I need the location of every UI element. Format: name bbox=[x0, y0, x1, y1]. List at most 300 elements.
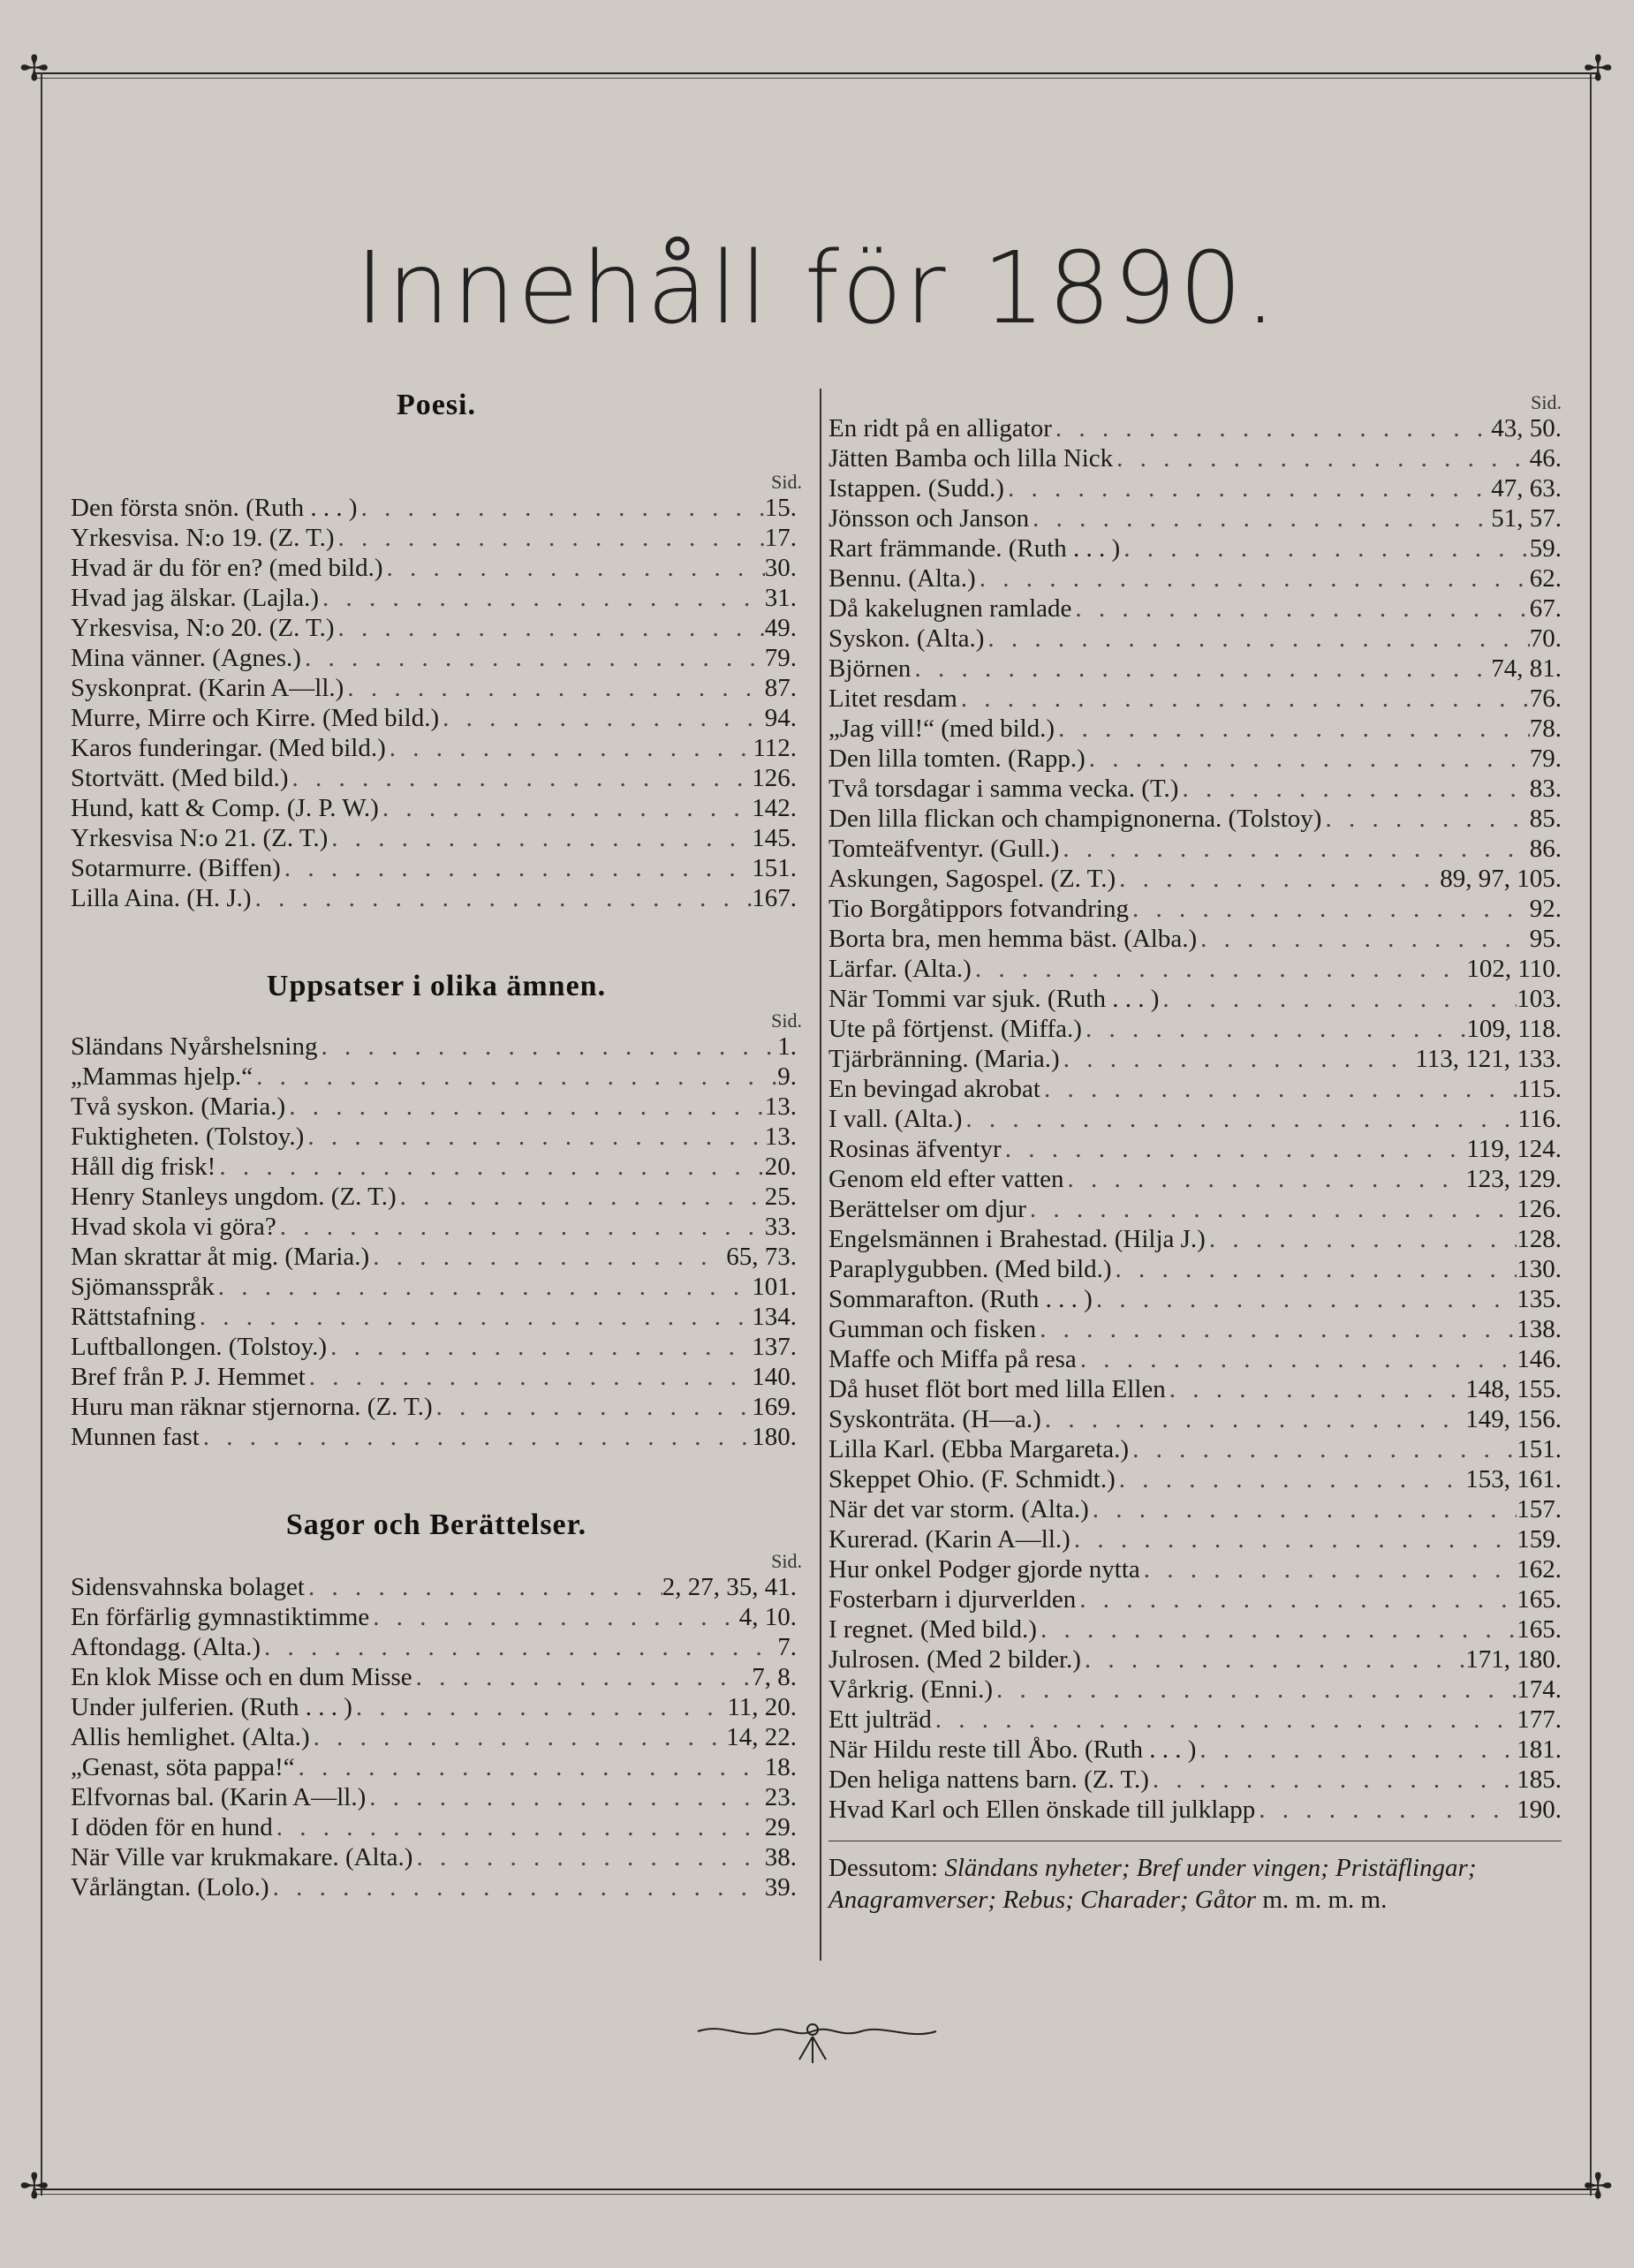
dot-leader bbox=[306, 1362, 752, 1392]
toc-entry bbox=[71, 1752, 802, 1782]
entry-title: I regnet. (Med bild.) bbox=[828, 1615, 1037, 1644]
entry-page: 165. bbox=[1517, 1585, 1562, 1614]
entry-title: I vall. (Alta.) bbox=[828, 1105, 963, 1133]
entry-page: 65, 73. bbox=[726, 1243, 797, 1271]
toc-entry bbox=[828, 1314, 1562, 1344]
dessutom-text: Sländans nyheter; Bref under vingen; Pristäflingar; Anagramverser; Rebus; Charader; Gåtor bbox=[828, 1854, 1477, 1914]
toc-entry bbox=[71, 1332, 802, 1362]
entry-page: 169. bbox=[752, 1393, 797, 1421]
dot-leader bbox=[295, 1752, 765, 1782]
toc-entry bbox=[828, 984, 1562, 1014]
entry-title: Yrkesvisa N:o 21. (Z. T.) bbox=[71, 824, 329, 852]
dot-leader bbox=[1113, 443, 1530, 473]
toc-entry bbox=[71, 523, 802, 553]
frame-bottom-rule bbox=[35, 2189, 1599, 2190]
entry-page: 14, 22. bbox=[726, 1723, 797, 1751]
entry-page: 177. bbox=[1517, 1705, 1562, 1734]
toc-entry bbox=[71, 1182, 802, 1212]
dot-leader bbox=[1089, 1494, 1517, 1524]
dot-leader bbox=[1116, 1464, 1466, 1494]
entry-page: 165. bbox=[1517, 1615, 1562, 1644]
entry-title: Man skrattar åt mig. (Maria.) bbox=[71, 1243, 370, 1271]
entry-page: 112. bbox=[753, 734, 797, 762]
toc-entry bbox=[828, 1374, 1562, 1404]
entry-page: 115. bbox=[1517, 1075, 1562, 1103]
toc-entry bbox=[71, 553, 802, 583]
corner-ornament-icon: ✢ bbox=[1583, 49, 1613, 88]
toc-entry bbox=[828, 744, 1562, 774]
entry-title: Rart främmande. (Ruth . . . ) bbox=[828, 534, 1121, 563]
toc-entry bbox=[71, 1722, 802, 1752]
entry-title: Bref från P. J. Hemmet bbox=[71, 1363, 306, 1391]
entry-page: 146. bbox=[1517, 1345, 1562, 1373]
entry-page: 59. bbox=[1529, 534, 1562, 563]
corner-ornament-icon: ✢ bbox=[1583, 2166, 1613, 2206]
entry-title: När Ville var krukmakare. (Alta.) bbox=[71, 1843, 413, 1871]
toc-list bbox=[828, 413, 1562, 1825]
dot-leader bbox=[216, 1152, 764, 1182]
dot-leader bbox=[1059, 834, 1529, 864]
toc-entry bbox=[828, 954, 1562, 984]
dot-leader bbox=[1140, 1554, 1517, 1584]
entry-page: 134. bbox=[752, 1303, 797, 1331]
entry-title: „Jag vill!“ (med bild.) bbox=[828, 714, 1055, 743]
entry-page: 11, 20. bbox=[727, 1693, 797, 1721]
toc-entry bbox=[828, 864, 1562, 894]
toc-entry bbox=[71, 583, 802, 613]
entry-title: En bevingad akrobat bbox=[828, 1075, 1040, 1103]
entry-title: Sländans Nyårshelsning bbox=[71, 1032, 318, 1061]
toc-entry bbox=[828, 1344, 1562, 1374]
entry-page: 15. bbox=[764, 494, 797, 522]
toc-entry bbox=[71, 1422, 802, 1452]
entry-title: Vårlängtan. (Lolo.) bbox=[71, 1873, 269, 1901]
entry-title: Vårkrig. (Enni.) bbox=[828, 1675, 994, 1704]
entry-title: Ute på förtjenst. (Miffa.) bbox=[828, 1015, 1082, 1043]
toc-entry bbox=[71, 1242, 802, 1272]
toc-entry bbox=[828, 924, 1562, 954]
dot-leader bbox=[1004, 473, 1491, 503]
entry-page: 140. bbox=[752, 1363, 797, 1391]
entry-title: Litet resdam bbox=[828, 684, 957, 713]
toc-entry bbox=[71, 823, 802, 853]
entry-page: 162. bbox=[1517, 1555, 1562, 1584]
entry-title: Stortvätt. (Med bild.) bbox=[71, 764, 289, 792]
entry-title: Sommarafton. (Ruth . . . ) bbox=[828, 1285, 1093, 1313]
section-poesi bbox=[71, 389, 802, 913]
dot-leader bbox=[957, 684, 1530, 714]
entry-title: När Hildu reste till Åbo. (Ruth . . . ) bbox=[828, 1735, 1197, 1764]
toc-list bbox=[71, 1572, 802, 1902]
toc-list bbox=[71, 1032, 802, 1452]
left-column bbox=[71, 389, 802, 1902]
entry-page: 78. bbox=[1529, 714, 1562, 743]
toc-entry bbox=[71, 733, 802, 763]
entry-page: 159. bbox=[1517, 1525, 1562, 1554]
dot-leader bbox=[1077, 1344, 1517, 1374]
toc-entry bbox=[71, 1872, 802, 1902]
dessutom-tail: m. m. m. m. bbox=[1262, 1886, 1388, 1914]
entry-page: 87. bbox=[764, 674, 797, 702]
dot-leader bbox=[200, 1422, 752, 1452]
entry-page: 39. bbox=[764, 1873, 797, 1901]
toc-entry bbox=[71, 1032, 802, 1062]
entry-page: 76. bbox=[1529, 684, 1562, 713]
toc-list bbox=[71, 493, 802, 913]
dessutom-note bbox=[828, 1841, 1562, 1916]
entry-title: „Genast, söta pappa!“ bbox=[71, 1753, 295, 1781]
entry-page: 138. bbox=[1517, 1315, 1562, 1343]
dot-leader bbox=[1086, 744, 1530, 774]
dot-leader bbox=[1120, 533, 1530, 563]
dot-leader bbox=[344, 673, 764, 703]
entry-page: 20. bbox=[764, 1153, 797, 1181]
dot-leader bbox=[1112, 1254, 1517, 1284]
dot-leader bbox=[305, 1572, 662, 1602]
entry-title: Två torsdagar i samma vecka. (T.) bbox=[828, 775, 1179, 803]
toc-entry bbox=[828, 1284, 1562, 1314]
entry-page: 29. bbox=[764, 1813, 797, 1841]
entry-page: 62. bbox=[1529, 564, 1562, 593]
entry-page: 145. bbox=[752, 824, 797, 852]
toc-entry bbox=[71, 1662, 802, 1692]
entry-title: Rättstafning bbox=[71, 1303, 196, 1331]
entry-page: 67. bbox=[1529, 594, 1562, 623]
entry-title: När Tommi var sjuk. (Ruth . . . ) bbox=[828, 985, 1160, 1013]
entry-title: Tomteäfventyr. (Gull.) bbox=[828, 835, 1060, 863]
dot-leader bbox=[412, 1662, 753, 1692]
dot-leader bbox=[1037, 1614, 1517, 1644]
toc-entry bbox=[828, 1765, 1562, 1795]
entry-title: Syskon. (Alta.) bbox=[828, 624, 985, 653]
toc-entry bbox=[828, 1675, 1562, 1705]
sid-label: Sid. bbox=[771, 471, 802, 493]
entry-title: Hvad är du för en? (med bild.) bbox=[71, 554, 383, 582]
dot-leader bbox=[433, 1392, 753, 1422]
right-column bbox=[820, 389, 1562, 1961]
dot-leader bbox=[352, 1692, 727, 1722]
sid-label: Sid. bbox=[1531, 391, 1562, 413]
entry-title: Aftondagg. (Alta.) bbox=[71, 1633, 261, 1661]
entry-title: Munnen fast bbox=[71, 1423, 200, 1451]
entry-page: 46. bbox=[1529, 444, 1562, 472]
toc-entry bbox=[828, 1014, 1562, 1044]
toc-entry bbox=[828, 593, 1562, 624]
entry-title: Lilla Karl. (Ebba Margareta.) bbox=[828, 1435, 1130, 1463]
entry-title: Den heliga nattens barn. (Z. T.) bbox=[828, 1765, 1149, 1794]
entry-title: Tio Borgåtippors fotvandring bbox=[828, 895, 1129, 923]
entry-title: Två syskon. (Maria.) bbox=[71, 1092, 286, 1121]
entry-title: Borta bra, men hemma bäst. (Alba.) bbox=[828, 925, 1198, 953]
toc-entry bbox=[828, 413, 1562, 443]
dot-leader bbox=[379, 793, 752, 823]
toc-entry bbox=[828, 1614, 1562, 1644]
entry-title: En ridt på en alligator bbox=[828, 414, 1052, 442]
toc-entry bbox=[71, 1842, 802, 1872]
section-heading: Poesi. bbox=[396, 389, 477, 421]
toc-entry bbox=[828, 473, 1562, 503]
dot-leader bbox=[1081, 1644, 1465, 1675]
entry-page: 128. bbox=[1517, 1225, 1562, 1253]
toc-entry bbox=[71, 1092, 802, 1122]
entry-page: 126. bbox=[752, 764, 797, 792]
toc-entry bbox=[828, 894, 1562, 924]
entry-title: Luftballongen. (Tolstoy.) bbox=[71, 1333, 328, 1361]
entry-page: 1. bbox=[777, 1032, 797, 1061]
dot-leader bbox=[984, 624, 1529, 654]
entry-title: Den lilla flickan och champignonerna. (Tolstoy) bbox=[828, 805, 1322, 833]
entry-page: 153, 161. bbox=[1465, 1465, 1562, 1493]
dot-leader bbox=[281, 853, 752, 883]
dot-leader bbox=[972, 954, 1466, 984]
dot-leader bbox=[1052, 413, 1491, 443]
dot-leader bbox=[1093, 1284, 1517, 1314]
dot-leader bbox=[358, 493, 765, 523]
entry-page: 18. bbox=[764, 1753, 797, 1781]
entry-page: 83. bbox=[1529, 775, 1562, 803]
entry-title: Jätten Bamba och lilla Nick bbox=[828, 444, 1114, 472]
entry-page: 25. bbox=[764, 1183, 797, 1211]
entry-page: 149, 156. bbox=[1465, 1405, 1562, 1433]
entry-page: 102, 110. bbox=[1466, 955, 1562, 983]
dot-leader bbox=[1082, 1014, 1466, 1044]
entry-title: Sidensvahnska bolaget bbox=[71, 1573, 305, 1601]
dot-leader bbox=[369, 1242, 726, 1272]
toc-entry bbox=[828, 533, 1562, 563]
dot-leader bbox=[369, 1602, 738, 1632]
section-heading: Sagor och Berättelser. bbox=[285, 1508, 587, 1541]
entry-title: En förfärlig gymnastiktimme bbox=[71, 1603, 370, 1631]
dot-leader bbox=[1197, 924, 1530, 954]
toc-entry bbox=[828, 1404, 1562, 1434]
entry-title: Då kakelugnen ramlade bbox=[828, 594, 1072, 623]
toc-entry bbox=[828, 1735, 1562, 1765]
dot-leader bbox=[1036, 1314, 1517, 1344]
dot-leader bbox=[327, 1332, 752, 1362]
entry-page: 137. bbox=[752, 1333, 797, 1361]
entry-title: Bennu. (Alta.) bbox=[828, 564, 976, 593]
entry-page: 51, 57. bbox=[1491, 504, 1562, 533]
entry-title: Henry Stanleys ungdom. (Z. T.) bbox=[71, 1183, 397, 1211]
corner-ornament-icon: ✢ bbox=[19, 49, 49, 88]
entry-title: Sjömansspråk bbox=[71, 1273, 215, 1301]
entry-title: När det var storm. (Alta.) bbox=[828, 1495, 1089, 1523]
corner-ornament-icon: ✢ bbox=[19, 2166, 49, 2206]
dot-leader bbox=[1116, 864, 1440, 894]
entry-page: 109, 118. bbox=[1466, 1015, 1562, 1043]
dot-leader bbox=[273, 1812, 765, 1842]
toc-entry bbox=[828, 1494, 1562, 1524]
entry-page: 30. bbox=[764, 554, 797, 582]
entry-title: I döden för en hund bbox=[71, 1813, 273, 1841]
entry-title: Karos funderingar. (Med bild.) bbox=[71, 734, 386, 762]
dot-leader bbox=[328, 823, 752, 853]
entry-page: 33. bbox=[764, 1213, 797, 1241]
entry-title: Den första snön. (Ruth . . . ) bbox=[71, 494, 358, 522]
entry-title: Skeppet Ohio. (F. Schmidt.) bbox=[828, 1465, 1116, 1493]
entry-page: 70. bbox=[1529, 624, 1562, 653]
toc-entry bbox=[828, 1524, 1562, 1554]
dot-leader bbox=[1206, 1224, 1517, 1254]
dot-leader bbox=[252, 883, 753, 913]
frame-left-rule bbox=[41, 72, 42, 2196]
toc-entry bbox=[71, 1302, 802, 1332]
dot-leader bbox=[215, 1272, 753, 1302]
entry-page: 38. bbox=[764, 1843, 797, 1871]
toc-entry bbox=[71, 643, 802, 673]
entry-title: Mina vänner. (Agnes.) bbox=[71, 644, 301, 672]
dot-leader bbox=[932, 1705, 1517, 1735]
entry-page: 135. bbox=[1517, 1285, 1562, 1313]
entry-title: Tjärbränning. (Maria.) bbox=[828, 1045, 1060, 1073]
dot-leader bbox=[1060, 1044, 1416, 1074]
entry-page: 79. bbox=[1529, 745, 1562, 773]
toc-entry bbox=[71, 673, 802, 703]
entry-title: Syskonträta. (H—a.) bbox=[828, 1405, 1041, 1433]
frame-top-rule bbox=[35, 72, 1599, 74]
entry-page: 190. bbox=[1517, 1796, 1562, 1824]
toc-entry bbox=[828, 834, 1562, 864]
dot-leader bbox=[1055, 714, 1530, 744]
toc-entry bbox=[828, 563, 1562, 593]
entry-page: 123, 129. bbox=[1465, 1165, 1562, 1193]
dot-leader bbox=[310, 1722, 727, 1752]
dot-leader bbox=[196, 1302, 752, 1332]
toc-entry bbox=[71, 1362, 802, 1392]
toc-entry bbox=[71, 1572, 802, 1602]
toc-entry bbox=[828, 1194, 1562, 1224]
toc-entry bbox=[828, 1795, 1562, 1825]
entry-page: 79. bbox=[764, 644, 797, 672]
dot-leader bbox=[976, 563, 1530, 593]
dot-leader bbox=[1041, 1404, 1465, 1434]
entry-title: Syskonprat. (Karin A—ll.) bbox=[71, 674, 344, 702]
entry-title: Lilla Aina. (H. J.) bbox=[71, 884, 252, 912]
entry-title: Fosterbarn i djurverlden bbox=[828, 1585, 1077, 1614]
section-uppsatser bbox=[71, 970, 802, 1452]
entry-title: Yrkesvisa, N:o 20. (Z. T.) bbox=[71, 614, 335, 642]
entry-page: 4, 10. bbox=[738, 1603, 797, 1631]
entry-title: Huru man räknar stjernorna. (Z. T.) bbox=[71, 1393, 433, 1421]
entry-page: 119, 124. bbox=[1466, 1135, 1562, 1163]
dot-leader bbox=[1029, 503, 1491, 533]
toc-entry bbox=[71, 613, 802, 643]
dot-leader bbox=[397, 1182, 765, 1212]
toc-entry bbox=[828, 1554, 1562, 1584]
entry-title: Björnen bbox=[828, 654, 912, 683]
entry-page: 171, 180. bbox=[1465, 1645, 1562, 1674]
dessutom-label: Dessutom: bbox=[828, 1854, 939, 1882]
toc-entry bbox=[828, 1224, 1562, 1254]
dot-leader bbox=[1040, 1074, 1517, 1104]
entry-page: 86. bbox=[1529, 835, 1562, 863]
section-heading: Uppsatser i olika ämnen. bbox=[266, 970, 607, 1002]
toc-entry bbox=[71, 1632, 802, 1662]
dot-leader bbox=[1026, 1194, 1517, 1224]
toc-entry bbox=[71, 1122, 802, 1152]
flourish-ornament-icon bbox=[689, 2005, 945, 2067]
entry-page: 130. bbox=[1517, 1255, 1562, 1283]
toc-entry bbox=[71, 1272, 802, 1302]
entry-title: Lärfar. (Alta.) bbox=[828, 955, 972, 983]
frame-bottom-rule-thin bbox=[35, 2194, 1599, 2195]
dot-leader bbox=[439, 703, 765, 733]
toc-entry bbox=[828, 1074, 1562, 1104]
dot-leader bbox=[304, 1122, 764, 1152]
entry-title: Ett julträd bbox=[828, 1705, 932, 1734]
entry-title: Elfvornas bal. (Karin A—ll.) bbox=[71, 1783, 367, 1811]
dot-leader bbox=[1255, 1795, 1517, 1825]
entry-title: Hvad skola vi göra? bbox=[71, 1213, 276, 1241]
entry-title: Allis hemlighet. (Alta.) bbox=[71, 1723, 310, 1751]
entry-title: Jönsson och Janson bbox=[828, 504, 1030, 533]
page-title: Innehåll för 1890. bbox=[355, 231, 1279, 346]
toc-entry bbox=[828, 1705, 1562, 1735]
dot-leader bbox=[1076, 1584, 1517, 1614]
toc-entry bbox=[828, 443, 1562, 473]
toc-entry bbox=[71, 1602, 802, 1632]
entry-title: Paraplygubben. (Med bild.) bbox=[828, 1255, 1112, 1283]
dot-leader bbox=[253, 1062, 777, 1092]
dot-leader bbox=[1159, 984, 1517, 1014]
toc-entry bbox=[828, 774, 1562, 804]
toc-entry bbox=[828, 1134, 1562, 1164]
dot-leader bbox=[386, 733, 753, 763]
toc-entry bbox=[828, 1104, 1562, 1134]
entry-page: 116. bbox=[1517, 1105, 1562, 1133]
toc-entry bbox=[828, 654, 1562, 684]
dot-leader bbox=[318, 1032, 778, 1062]
sid-label: Sid. bbox=[771, 1009, 802, 1032]
dot-leader bbox=[269, 1872, 765, 1902]
entry-page: 7, 8. bbox=[752, 1663, 797, 1691]
entry-title: Gumman och fisken bbox=[828, 1315, 1037, 1343]
dot-leader bbox=[383, 553, 765, 583]
toc-entry bbox=[71, 1212, 802, 1242]
frame-top-rule-thin bbox=[35, 78, 1599, 79]
entry-page: 181. bbox=[1517, 1735, 1562, 1764]
toc-entry bbox=[71, 703, 802, 733]
dot-leader bbox=[285, 1092, 765, 1122]
entry-title: Kurerad. (Karin A—ll.) bbox=[828, 1525, 1070, 1554]
dot-leader bbox=[1166, 1374, 1466, 1404]
entry-title: Sotarmurre. (Biffen) bbox=[71, 854, 281, 882]
toc-entry bbox=[828, 1434, 1562, 1464]
entry-page: 95. bbox=[1529, 925, 1562, 953]
toc-entry bbox=[71, 1812, 802, 1842]
entry-page: 49. bbox=[764, 614, 797, 642]
entry-title: Julrosen. (Med 2 bilder.) bbox=[828, 1645, 1081, 1674]
entry-page: 113, 121, 133. bbox=[1415, 1045, 1562, 1073]
dot-leader bbox=[1002, 1134, 1467, 1164]
dot-leader bbox=[1196, 1735, 1517, 1765]
dot-leader bbox=[319, 583, 765, 613]
dot-leader bbox=[301, 643, 765, 673]
dot-leader bbox=[962, 1104, 1517, 1134]
toc-entry bbox=[828, 1464, 1562, 1494]
entry-title: Den lilla tomten. (Rapp.) bbox=[828, 745, 1086, 773]
dot-leader bbox=[1070, 1524, 1517, 1554]
frame-right-rule bbox=[1590, 72, 1592, 2196]
toc-entry bbox=[71, 883, 802, 913]
entry-page: 2, 27, 35, 41. bbox=[662, 1573, 797, 1601]
entry-page: 74, 81. bbox=[1491, 654, 1562, 683]
toc-entry bbox=[828, 503, 1562, 533]
entry-page: 85. bbox=[1529, 805, 1562, 833]
entry-title: Hur onkel Podger gjorde nytta bbox=[828, 1555, 1140, 1584]
dot-leader bbox=[412, 1842, 764, 1872]
entry-page: 47, 63. bbox=[1491, 474, 1562, 503]
